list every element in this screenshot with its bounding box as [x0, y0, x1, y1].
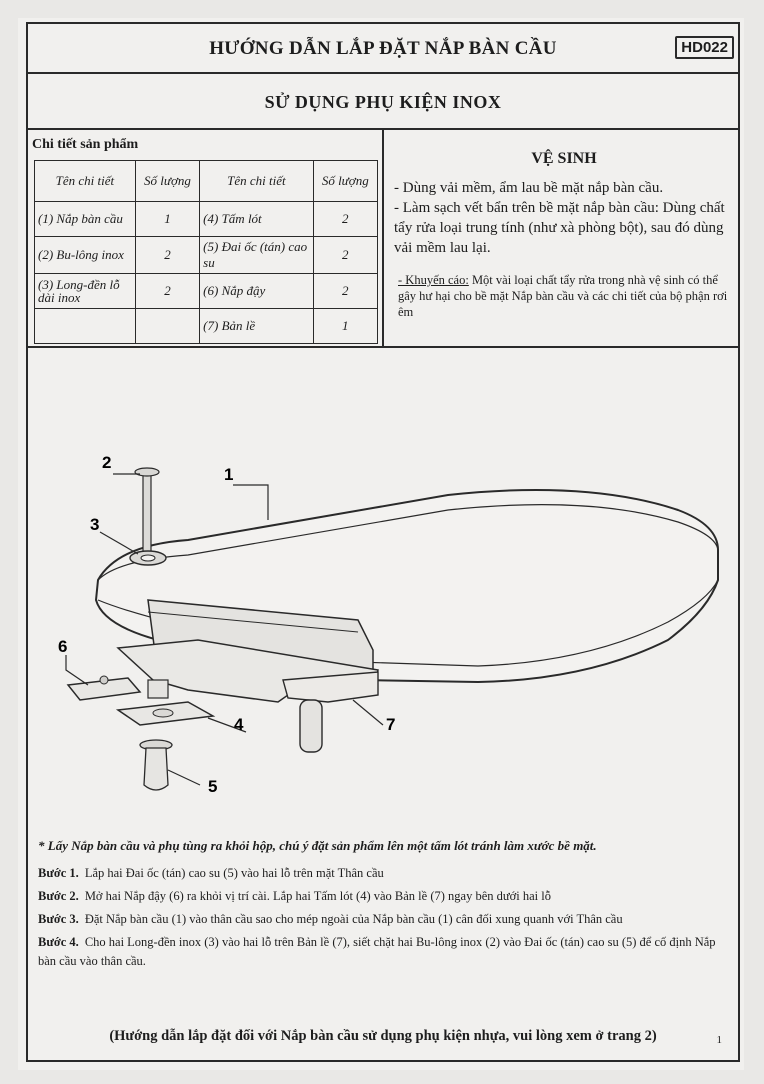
- callout-3: 3: [90, 515, 100, 534]
- leader-line-5: [168, 770, 200, 785]
- step-item: [38, 910, 728, 929]
- parts-heading: Chi tiết sản phẩm: [32, 137, 139, 152]
- part-quantity: 2: [135, 274, 199, 309]
- exploded-assembly-diagram: [28, 350, 738, 830]
- sheet-frame: [26, 22, 740, 1062]
- step-item: [38, 933, 728, 971]
- part-quantity: 2: [313, 202, 377, 237]
- callout-2: 2: [102, 453, 112, 472]
- table-row: [35, 202, 378, 237]
- bolt-shaft: [143, 472, 151, 552]
- part-quantity: 1: [135, 202, 199, 237]
- table-row: [35, 274, 378, 309]
- cleaning-instructions: [394, 178, 734, 258]
- bolt-head: [135, 468, 159, 476]
- part-quantity: 2: [135, 237, 199, 274]
- part-quantity: 2: [313, 237, 377, 274]
- hinge-leg: [148, 680, 168, 698]
- leader-line-3: [100, 532, 138, 554]
- info-row: [28, 130, 738, 348]
- document-code: HD022: [675, 36, 734, 59]
- step-text: Lắp hai Đai ốc (tán) cao su (5) vào hai lỗ trên mặt Thân cầu: [84, 866, 384, 880]
- title-row: [28, 24, 738, 74]
- step-label: Bước 1.: [38, 866, 79, 880]
- cleaning-section: [390, 130, 738, 346]
- part-quantity: [135, 309, 199, 344]
- table-row: [35, 309, 378, 344]
- part-name: (7) Bản lề: [200, 309, 313, 344]
- step-text: Cho hai Long-đền inox (3) vào hai lỗ trên Bản lề (7), siết chặt hai Bu-lông inox (2) vào Đai ốc (tán) cao su (5) để cố định Nắp bàn cầu vào thân cầu.: [38, 935, 716, 968]
- callout-6: 6: [58, 637, 68, 656]
- rubber-nut-body: [144, 748, 168, 790]
- leader-line-7: [353, 700, 383, 725]
- instruction-sheet: [18, 18, 744, 1070]
- part-name: (3) Long-đền lỗ dài inox: [35, 274, 136, 309]
- part-name: [35, 309, 136, 344]
- cleaning-heading: VỆ SINH: [531, 150, 597, 167]
- column-header: Tên chi tiết: [200, 161, 313, 202]
- warning-label: - Khuyến cáo:: [398, 273, 469, 287]
- callout-5: 5: [208, 777, 218, 796]
- handling-note: * Lấy Nắp bàn cầu và phụ tùng ra khỏi hộp, chú ý đặt sản phẩm lên một tấm lót tránh làm xước bề mặt.: [38, 838, 597, 853]
- step-item: [38, 864, 728, 883]
- step-label: Bước 3.: [38, 912, 79, 926]
- page-subtitle: SỬ DỤNG PHỤ KIỆN INOX: [264, 92, 502, 112]
- cleaning-line: - Làm sạch vết bẩn trên bề mặt nắp bàn cầu: Dùng chất tẩy rửa loại trung tính (như xà phòng bột), sau đó dùng vải mềm lau lại.: [394, 200, 725, 256]
- part-name: (2) Bu-lông inox: [35, 237, 136, 274]
- parts-table: [34, 160, 378, 344]
- cleaning-line: - Dùng vải mềm, ẩm lau bề mặt nắp bàn cầu.: [394, 180, 664, 196]
- table-row: [35, 237, 378, 274]
- parts-header-row: [35, 161, 378, 202]
- part-name: (1) Nắp bàn cầu: [35, 202, 136, 237]
- step-text: Mở hai Nắp đậy (6) ra khỏi vị trí cài. Lắp hai Tấm lót (4) vào Bản lề (7) ngay bên dưới hai lỗ: [84, 889, 551, 903]
- step-label: Bước 2.: [38, 889, 79, 903]
- part-name: (5) Đai ốc (tán) cao su: [200, 237, 313, 274]
- part-quantity: 2: [313, 274, 377, 309]
- warning-text: Một vài loại chất tẩy rửa trong nhà vệ sinh có thể gây hư hại cho bề mặt Nắp bàn cầu và các chi tiết của bộ phận rơi êm: [398, 273, 728, 319]
- step-label: Bước 4.: [38, 935, 79, 949]
- part-name: (4) Tấm lót: [200, 202, 313, 237]
- footer-note: (Hướng dẫn lắp đặt đối với Nắp bàn cầu sử dụng phụ kiện nhựa, vui lòng xem ở trang 2): [109, 1028, 657, 1044]
- callout-4: 4: [234, 715, 244, 734]
- leader-line-1: [233, 485, 268, 520]
- part-name: (6) Nắp đậy: [200, 274, 313, 309]
- column-header: Tên chi tiết: [35, 161, 136, 202]
- step-text: Đặt Nắp bàn cầu (1) vào thân cầu sao cho mép ngoài của Nắp bàn cầu (1) cân đối xung quanh với Thân cầu: [84, 912, 623, 926]
- step-item: [38, 887, 728, 906]
- steps-list: [38, 864, 728, 975]
- column-header: Số lượng: [313, 161, 377, 202]
- part-quantity: 1: [313, 309, 377, 344]
- hinge-leg: [300, 700, 322, 752]
- subtitle-row: [28, 74, 738, 130]
- column-header: Số lượng: [135, 161, 199, 202]
- cleaning-warning: [398, 272, 734, 320]
- page-number: 1: [716, 1034, 722, 1046]
- callout-1: 1: [224, 465, 234, 484]
- page-title: HƯỚNG DẪN LẮP ĐẶT NẮP BÀN CẦU: [209, 38, 557, 59]
- callout-7: 7: [386, 715, 396, 734]
- leader-line-6: [66, 655, 88, 685]
- parts-section: [28, 130, 384, 346]
